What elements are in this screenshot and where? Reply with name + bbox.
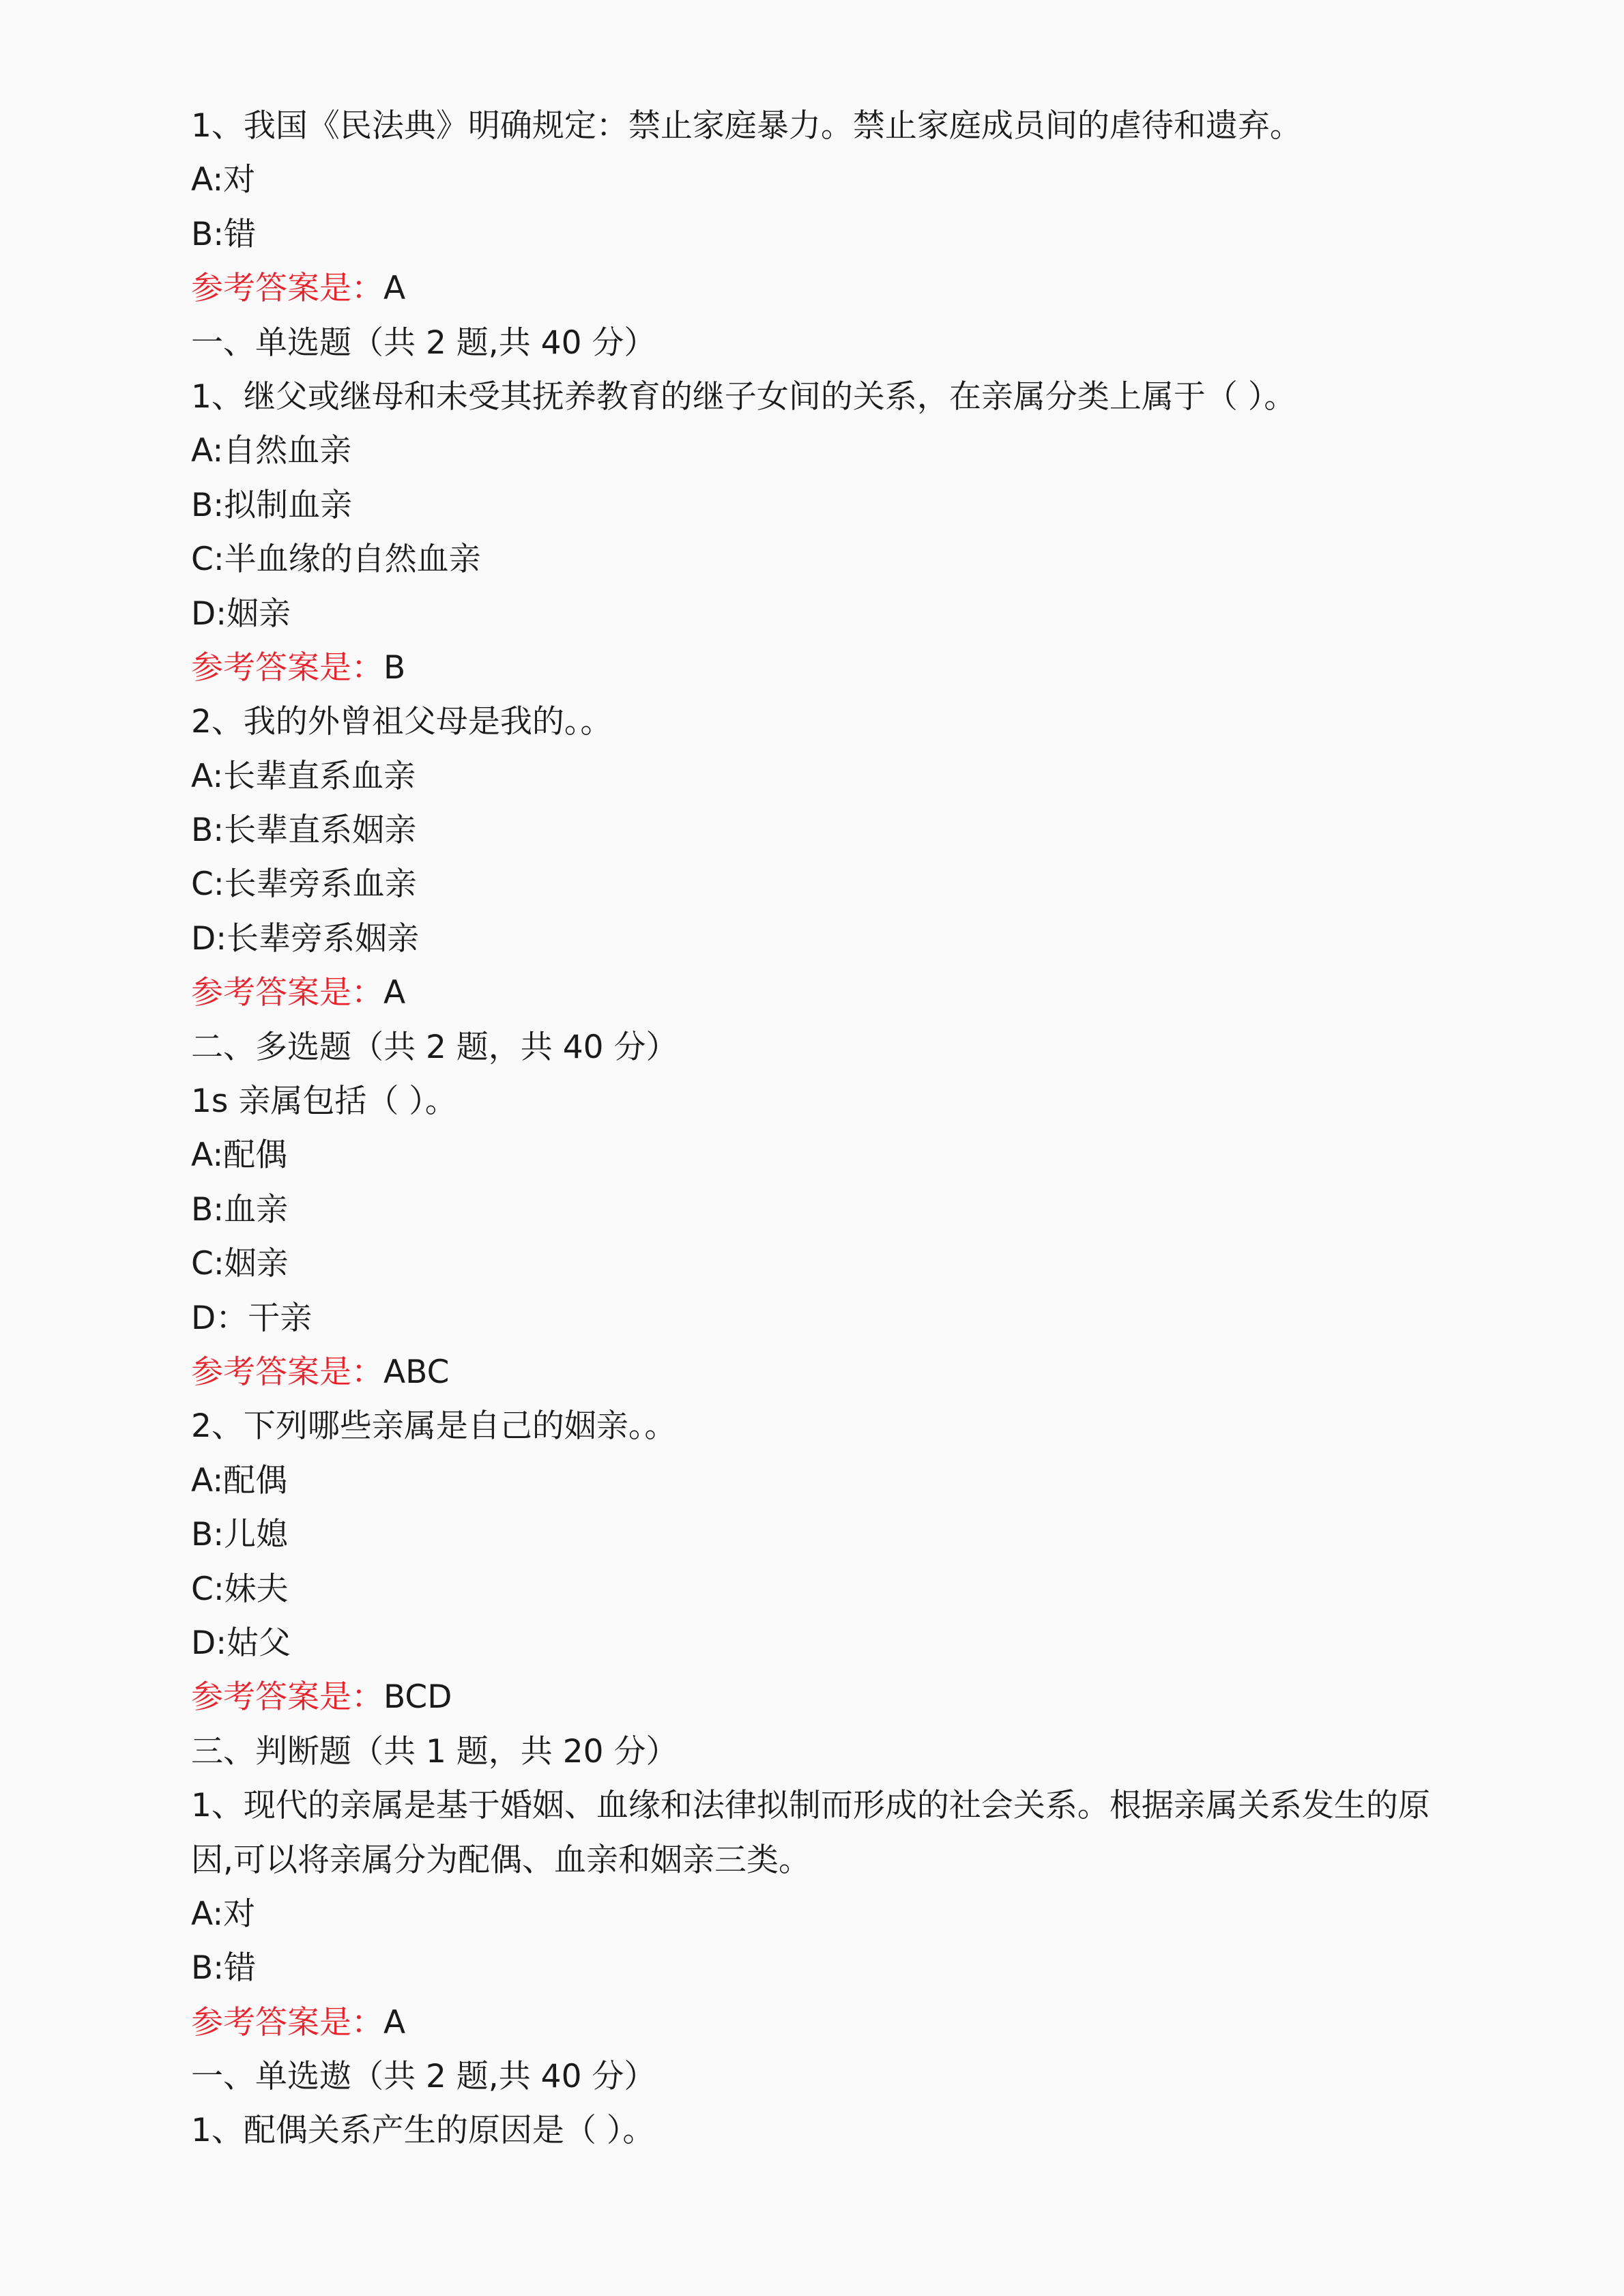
answer-line: [191, 261, 1447, 315]
answer-line: [191, 641, 1447, 695]
option-a: A:对: [191, 161, 256, 199]
option-a: A:配偶: [191, 1136, 288, 1175]
question-text: 1、我国《民法典》明确规定：禁止家庭暴力。禁止家庭成员间的虐待和遗弃。: [191, 107, 1302, 145]
option-c: C:长辈旁系血亲: [191, 865, 417, 904]
answer-label: 参考答案是：: [191, 648, 383, 687]
option-c: C:半血缘的自然血亲: [191, 541, 481, 579]
option-d: D:姑父: [191, 1624, 291, 1662]
option-a: A:对: [191, 1895, 256, 1933]
answer-value: BCD: [383, 1678, 452, 1717]
option-d: D:姻亲: [191, 594, 291, 633]
section-heading: 一、单选遨（共 2 题,共 40 分）: [191, 2058, 656, 2096]
question-text: 2、我的外曾祖父母是我的。。: [191, 703, 613, 741]
answer-line: [191, 966, 1447, 1020]
option-a: A:配偶: [191, 1461, 288, 1499]
answer-value: A: [383, 974, 406, 1012]
answer-label: 参考答案是：: [191, 1678, 383, 1717]
option-d: D：干亲: [191, 1299, 313, 1337]
answer-line: [191, 1670, 1447, 1724]
option-b: B:错: [191, 1949, 257, 1988]
option-c: C:姻亲: [191, 1245, 289, 1283]
question-text: 2、下列哪些亲属是自己的姻亲。。: [191, 1407, 677, 1446]
section-heading: 一、单选题（共 2 题,共 40 分）: [191, 324, 656, 362]
answer-line: [191, 1996, 1447, 2050]
answer-value: ABC: [383, 1353, 450, 1391]
option-a: A:自然血亲: [191, 432, 352, 470]
option-b: B:血亲: [191, 1190, 289, 1229]
answer-line: [191, 1345, 1447, 1399]
answer-value: A: [383, 2003, 406, 2041]
question-text: 1、现代的亲属是基于婚姻、血缘和法律拟制而形成的社会关系。根据亲属关系发生的原因,可以将亲属分为配偶、血亲和姻亲三类。: [191, 1787, 1430, 1879]
question-text: 1、配偶关系产生的原因是（ ）。: [191, 2112, 655, 2150]
option-b: B:拟制血亲: [191, 486, 353, 524]
option-c: C:妹夫: [191, 1570, 289, 1608]
option-d: D:长辈旁系姻亲: [191, 919, 420, 958]
option-b: B:长辈直系姻亲: [191, 812, 417, 850]
option-a: A:长辈直系血亲: [191, 757, 416, 795]
answer-label: 参考答案是：: [191, 974, 383, 1012]
option-b: B:儿媳: [191, 1516, 289, 1554]
answer-label: 参考答案是：: [191, 270, 383, 308]
answer-label: 参考答案是：: [191, 2003, 383, 2041]
answer-value: B: [383, 648, 406, 687]
question-text: 1s 亲属包括（ ）。: [191, 1082, 457, 1121]
section-heading: 三、判断题（共 1 题，共 20 分）: [191, 1732, 678, 1770]
section-heading: 二、多选题（共 2 题，共 40 分）: [191, 1028, 678, 1066]
option-b: B:错: [191, 215, 257, 253]
answer-label: 参考答案是：: [191, 1353, 383, 1391]
answer-value: A: [383, 270, 406, 308]
question-text: 1、继父或继母和未受其抚养教育的继子女间的关系，在亲属分类上属于（ ）。: [191, 377, 1296, 416]
